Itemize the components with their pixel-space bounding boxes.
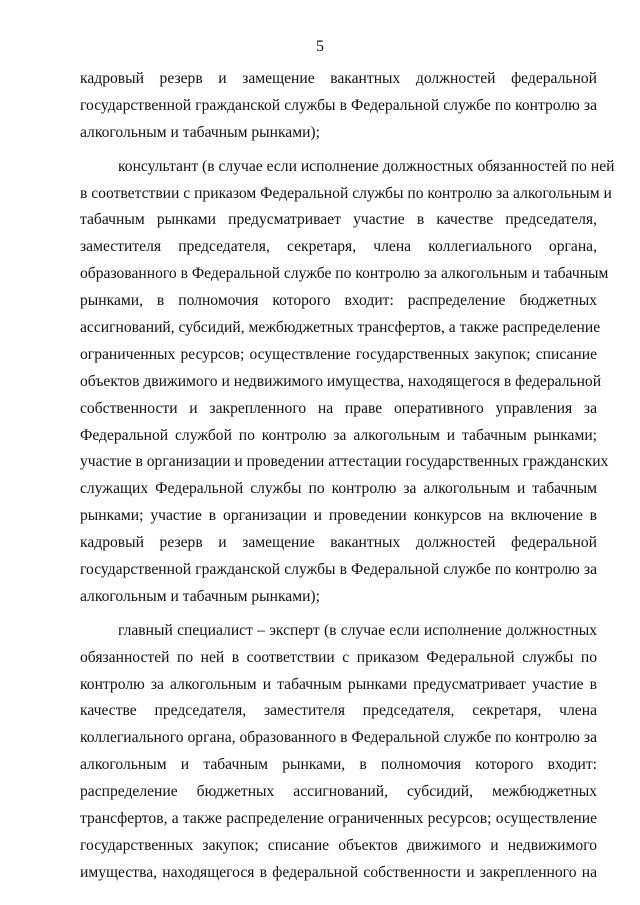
text-line: собственности и закрепленного на праве оперативного управления за [80,399,597,417]
text-line: в соответствии с приказом Федеральной службы по контролю за алкогольным и [80,184,612,202]
text-line: рынками, в полномочия которого входит: распределение бюджетных [80,292,597,310]
text-line: алкогольным и табачным рынками); [80,587,320,605]
page-number: 5 [316,38,324,55]
text-line: государственных закупок; списание объектов движимого и недвижимого [80,836,597,854]
paragraph-3 [80,618,597,887]
text-line: алкогольным и табачным рынками, в полномочия которого входит: [80,756,597,774]
text-line: заместителя председателя, секретаря, члена коллегиального органа, [80,238,597,256]
text-line: алкогольным и табачным рынками); [80,123,320,141]
text-line: коллегиального органа, образованного в Федеральной службе по контролю за [80,729,597,747]
document-body [80,66,615,887]
paragraph-2 [80,154,615,611]
text-line: образованного в Федеральной службе по контролю за алкогольным и табачным [80,265,609,283]
text-line: трансфертов, а также распределение ограниченных ресурсов; осуществление [80,810,597,828]
text-line: государственной гражданской службы в Федеральной службе по контролю за [80,96,597,114]
text-line: служащих Федеральной службы по контролю за алкогольным и табачным [80,480,597,498]
text-line: главный специалист – эксперт (в случае если исполнение должностных [118,621,597,639]
text-line: качестве председателя, заместителя председателя, секретаря, члена [80,702,597,720]
text-line: объектов движимого и недвижимого имущества, находящегося в федеральной [80,372,602,390]
text-line: государственной гражданской службы в Федеральной службе по контролю за [80,561,597,579]
text-line: ассигнований, субсидий, межбюджетных трансфертов, а также распределение [80,319,601,337]
paragraph-1 [80,66,597,147]
text-line: Федеральной службой по контролю за алкогольным и табачным рынками; [80,426,597,444]
text-line: ограниченных ресурсов; осуществление государственных закупок; списание [80,345,597,363]
text-line: контролю за алкогольным и табачным рынками предусматривает участие в [80,675,597,693]
text-line: кадровый резерв и замещение вакантных должностей федеральной [80,70,597,87]
text-line: табачным рынками предусматривает участие в качестве председателя, [80,211,597,229]
text-line: обязанностей по ней в соответствии с приказом Федеральной службы по [80,648,597,666]
text-line: участие в организации и проведении аттестации государственных гражданских [80,453,609,471]
text-line: консультант (в случае если исполнение должностных обязанностей по ней [118,157,615,175]
text-line: распределение бюджетных ассигнований, субсидий, межбюджетных [80,783,597,801]
text-line: имущества, находящегося в федеральной собственности и закрепленного на [80,863,597,881]
text-line: кадровый резерв и замещение вакантных должностей федеральной [80,534,597,552]
text-line: рынками; участие в организации и проведении конкурсов на включение в [80,507,597,525]
